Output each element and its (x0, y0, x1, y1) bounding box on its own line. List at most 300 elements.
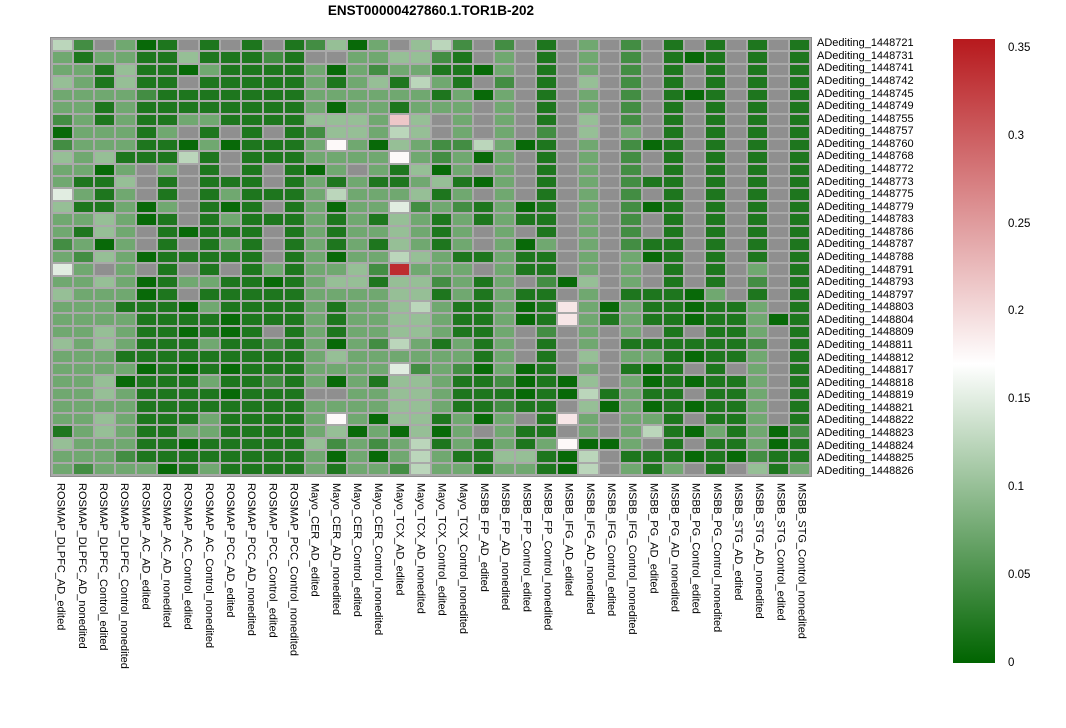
heatmap-cell (748, 314, 767, 324)
heatmap-cell (727, 177, 746, 187)
heatmap-cell (137, 227, 156, 237)
heatmap-cell (495, 90, 514, 100)
heatmap-cell (621, 376, 640, 386)
heatmap-cell (474, 152, 493, 162)
heatmap-cell (306, 302, 325, 312)
heatmap-cell (348, 451, 367, 461)
heatmap-cell (116, 214, 135, 224)
heatmap-cell (74, 252, 93, 262)
heatmap-cell (116, 277, 135, 287)
heatmap-cell (706, 115, 725, 125)
heatmap-cell (453, 289, 472, 299)
heatmap-cell (621, 214, 640, 224)
heatmap-cell (706, 165, 725, 175)
row-label: ADediting_1448825 (817, 452, 914, 465)
heatmap-cell (769, 389, 788, 399)
heatmap-cell (474, 90, 493, 100)
heatmap-cell (53, 439, 72, 449)
row-label: ADediting_1448824 (817, 439, 914, 452)
heatmap-cell (600, 351, 619, 361)
heatmap-cell (621, 77, 640, 87)
heatmap-cell (621, 189, 640, 199)
heatmap-cell (390, 165, 409, 175)
heatmap-cell (285, 376, 304, 386)
heatmap-cell (221, 177, 240, 187)
heatmap-cell (74, 65, 93, 75)
heatmap-cell (158, 90, 177, 100)
heatmap-cell (748, 327, 767, 337)
heatmap-cell (706, 277, 725, 287)
heatmap-cell (390, 289, 409, 299)
heatmap-cell (727, 189, 746, 199)
heatmap-cell (264, 289, 283, 299)
heatmap-cell (558, 214, 577, 224)
column-label: Mayo_TCX_Control_nonedited (456, 483, 469, 635)
heatmap-cell (685, 376, 704, 386)
heatmap-cell (474, 189, 493, 199)
heatmap-cell (158, 464, 177, 474)
heatmap-cell (411, 152, 430, 162)
heatmap-cell (516, 264, 535, 274)
heatmap-cell (769, 227, 788, 237)
heatmap-cell (706, 152, 725, 162)
heatmap-cell (516, 214, 535, 224)
heatmap-cell (727, 302, 746, 312)
row-label: ADediting_1448793 (817, 276, 914, 289)
heatmap-cell (95, 439, 114, 449)
heatmap-cell (537, 52, 556, 62)
heatmap-cell (621, 227, 640, 237)
heatmap-cell (685, 439, 704, 449)
heatmap-cell (537, 127, 556, 137)
heatmap-cell (748, 214, 767, 224)
heatmap-cell (495, 389, 514, 399)
heatmap-cell (285, 277, 304, 287)
heatmap-cell (116, 52, 135, 62)
heatmap-cell (95, 252, 114, 262)
heatmap-cell (411, 65, 430, 75)
heatmap-cell (685, 102, 704, 112)
heatmap-cell (53, 127, 72, 137)
heatmap-cell (369, 389, 388, 399)
heatmap-cell (495, 140, 514, 150)
heatmap-cell (643, 65, 662, 75)
heatmap-cell (537, 339, 556, 349)
heatmap-cell (600, 65, 619, 75)
heatmap-cell (179, 77, 198, 87)
heatmap-cell (158, 264, 177, 274)
heatmap-cell (558, 351, 577, 361)
heatmap-cell (558, 389, 577, 399)
row-label: ADediting_1448817 (817, 364, 914, 377)
heatmap-cell (369, 327, 388, 337)
heatmap-cell (264, 314, 283, 324)
heatmap-cell (600, 165, 619, 175)
heatmap-cell (74, 264, 93, 274)
heatmap-cell (53, 277, 72, 287)
heatmap-cell (390, 102, 409, 112)
heatmap-cell (748, 152, 767, 162)
heatmap-cell (200, 302, 219, 312)
heatmap-cell (474, 426, 493, 436)
heatmap-cell (390, 239, 409, 249)
heatmap-cell (685, 327, 704, 337)
heatmap-cell (579, 376, 598, 386)
heatmap-cell (600, 451, 619, 461)
heatmap-cell (453, 339, 472, 349)
heatmap-cell (790, 165, 809, 175)
heatmap-cell (137, 90, 156, 100)
heatmap-cell (390, 77, 409, 87)
heatmap-cell (264, 339, 283, 349)
heatmap-cell (495, 227, 514, 237)
heatmap-cell (95, 165, 114, 175)
heatmap-cell (285, 52, 304, 62)
heatmap-cell (95, 90, 114, 100)
heatmap-cell (643, 165, 662, 175)
heatmap-cell (348, 327, 367, 337)
heatmap-cell (116, 102, 135, 112)
heatmap-cell (369, 339, 388, 349)
heatmap-cell (495, 102, 514, 112)
row-label: ADediting_1448797 (817, 288, 914, 301)
heatmap-cell (579, 189, 598, 199)
heatmap-cell (600, 389, 619, 399)
heatmap-cell (600, 40, 619, 50)
heatmap-cell (158, 314, 177, 324)
heatmap-cell (264, 426, 283, 436)
heatmap-cell (748, 227, 767, 237)
heatmap-cell (411, 189, 430, 199)
heatmap-cell (432, 115, 451, 125)
heatmap-cell (221, 339, 240, 349)
heatmap-cell (369, 351, 388, 361)
heatmap-cell (95, 115, 114, 125)
heatmap-cell (200, 189, 219, 199)
heatmap-cell (411, 364, 430, 374)
heatmap-cell (264, 302, 283, 312)
heatmap-cell (664, 376, 683, 386)
heatmap-cell (327, 314, 346, 324)
heatmap-cell (242, 302, 261, 312)
heatmap-cell (748, 376, 767, 386)
heatmap-cell (242, 376, 261, 386)
heatmap-cell (432, 351, 451, 361)
heatmap-cell (348, 227, 367, 237)
heatmap-cell (432, 451, 451, 461)
heatmap-cell (95, 65, 114, 75)
heatmap-cell (306, 376, 325, 386)
column-label: MSBB_STG_Control_edited (774, 483, 787, 621)
heatmap-cell (221, 327, 240, 337)
heatmap-cell (200, 439, 219, 449)
heatmap-cell (116, 339, 135, 349)
heatmap-cell (516, 351, 535, 361)
heatmap-cell (53, 364, 72, 374)
heatmap-cell (137, 289, 156, 299)
heatmap-cell (790, 264, 809, 274)
heatmap-cell (685, 52, 704, 62)
heatmap-cell (369, 464, 388, 474)
column-label: ROSMAP_AC_AD_nonedited (160, 483, 173, 628)
heatmap-cell (285, 464, 304, 474)
heatmap-cell (621, 152, 640, 162)
row-label: ADediting_1448818 (817, 376, 914, 389)
heatmap-cell (200, 52, 219, 62)
heatmap-cell (158, 40, 177, 50)
heatmap-cell (769, 252, 788, 262)
heatmap-cell (327, 165, 346, 175)
heatmap-cell (706, 302, 725, 312)
heatmap-cell (53, 152, 72, 162)
heatmap-cell (516, 90, 535, 100)
heatmap-cell (537, 152, 556, 162)
colorbar-tick-label: 0.3 (1008, 129, 1024, 142)
heatmap-cell (600, 202, 619, 212)
heatmap-cell (137, 165, 156, 175)
heatmap-cell (116, 152, 135, 162)
heatmap-cell (95, 202, 114, 212)
heatmap-cell (264, 451, 283, 461)
heatmap-cell (727, 339, 746, 349)
heatmap-cell (579, 464, 598, 474)
heatmap-cell (664, 165, 683, 175)
heatmap-cell (474, 177, 493, 187)
heatmap-cell (264, 40, 283, 50)
heatmap-cell (137, 77, 156, 87)
row-label: ADediting_1448749 (817, 100, 914, 113)
heatmap-cell (495, 339, 514, 349)
heatmap-cell (558, 302, 577, 312)
heatmap-cell (285, 165, 304, 175)
heatmap-cell (685, 339, 704, 349)
heatmap-cell (327, 189, 346, 199)
heatmap-cell (706, 52, 725, 62)
heatmap-cell (664, 277, 683, 287)
heatmap-cell (306, 277, 325, 287)
heatmap-cell (537, 327, 556, 337)
heatmap-cell (474, 202, 493, 212)
heatmap-cell (369, 277, 388, 287)
heatmap-cell (474, 264, 493, 274)
heatmap-cell (242, 214, 261, 224)
heatmap-cell (453, 351, 472, 361)
heatmap-cell (348, 464, 367, 474)
heatmap-cell (242, 464, 261, 474)
heatmap-cell (432, 152, 451, 162)
heatmap-cell (137, 376, 156, 386)
heatmap-cell (53, 165, 72, 175)
heatmap-cell (348, 289, 367, 299)
heatmap-cell (769, 364, 788, 374)
heatmap-cell (727, 102, 746, 112)
heatmap-cell (116, 127, 135, 137)
heatmap-cell (579, 339, 598, 349)
heatmap-cell (643, 289, 662, 299)
row-label: ADediting_1448745 (817, 87, 914, 100)
heatmap-cell (727, 351, 746, 361)
column-label: ROSMAP_PCC_Control_nonedited (287, 483, 300, 657)
heatmap-cell (748, 389, 767, 399)
heatmap-cell (769, 339, 788, 349)
heatmap-cell (474, 451, 493, 461)
row-label: ADediting_1448812 (817, 351, 914, 364)
heatmap-cell (116, 165, 135, 175)
heatmap-cell (706, 451, 725, 461)
heatmap-cell (411, 327, 430, 337)
heatmap-cell (411, 376, 430, 386)
colorbar-tick-label: 0.1 (1008, 481, 1024, 494)
heatmap-cell (179, 127, 198, 137)
heatmap-cell (432, 327, 451, 337)
heatmap-cell (179, 376, 198, 386)
heatmap-cell (643, 239, 662, 249)
heatmap-cell (285, 339, 304, 349)
heatmap-cell (643, 127, 662, 137)
heatmap-cell (706, 140, 725, 150)
heatmap-cell (53, 426, 72, 436)
heatmap-cell (179, 239, 198, 249)
heatmap-cell (179, 140, 198, 150)
heatmap-cell (285, 202, 304, 212)
heatmap-cell (411, 214, 430, 224)
heatmap-cell (95, 389, 114, 399)
heatmap-cell (348, 239, 367, 249)
heatmap-cell (74, 214, 93, 224)
heatmap-cell (579, 40, 598, 50)
heatmap-cell (306, 252, 325, 262)
heatmap-cell (769, 127, 788, 137)
heatmap-cell (348, 339, 367, 349)
column-label: MSBB_FP_Control_edited (520, 483, 533, 613)
heatmap-cell (748, 52, 767, 62)
heatmap-cell (685, 239, 704, 249)
heatmap-cell (474, 214, 493, 224)
heatmap-cell (790, 140, 809, 150)
heatmap-cell (516, 277, 535, 287)
heatmap-cell (790, 152, 809, 162)
chart-title: ENST00000427860.1.TOR1B-202 (327, 3, 535, 18)
heatmap-cell (369, 40, 388, 50)
heatmap-cell (706, 65, 725, 75)
heatmap-cell (179, 439, 198, 449)
heatmap-cell (74, 277, 93, 287)
heatmap-cell (495, 202, 514, 212)
heatmap-cell (285, 451, 304, 461)
heatmap-cell (200, 264, 219, 274)
heatmap-cell (411, 389, 430, 399)
heatmap-cell (474, 464, 493, 474)
heatmap-cell (411, 202, 430, 212)
heatmap-cell (200, 426, 219, 436)
heatmap-cell (432, 376, 451, 386)
heatmap-cell (579, 277, 598, 287)
heatmap-cell (643, 140, 662, 150)
heatmap-cell (74, 140, 93, 150)
heatmap-cell (516, 65, 535, 75)
heatmap-cell (790, 464, 809, 474)
heatmap-cell (558, 77, 577, 87)
heatmap-cell (621, 327, 640, 337)
heatmap-cell (621, 289, 640, 299)
heatmap-cell (179, 202, 198, 212)
heatmap-cell (348, 40, 367, 50)
heatmap-cell (495, 115, 514, 125)
heatmap-cell (221, 202, 240, 212)
heatmap-cell (116, 189, 135, 199)
heatmap-cell (579, 439, 598, 449)
heatmap-cell (200, 464, 219, 474)
heatmap-cell (137, 52, 156, 62)
heatmap-cell (390, 327, 409, 337)
heatmap-cell (74, 314, 93, 324)
heatmap-cell (537, 302, 556, 312)
heatmap-cell (727, 401, 746, 411)
heatmap-cell (369, 364, 388, 374)
heatmap-cell (621, 52, 640, 62)
heatmap-cell (474, 77, 493, 87)
heatmap-cell (74, 90, 93, 100)
heatmap-cell (537, 289, 556, 299)
heatmap-cell (95, 351, 114, 361)
heatmap-cell (600, 314, 619, 324)
heatmap-cell (621, 102, 640, 112)
heatmap-cell (221, 65, 240, 75)
heatmap-cell (579, 202, 598, 212)
heatmap-cell (769, 239, 788, 249)
column-label: Mayo_TCX_AD_nonedited (414, 483, 427, 614)
heatmap-cell (369, 52, 388, 62)
heatmap-cell (264, 90, 283, 100)
column-label: ROSMAP_PCC_AD_edited (223, 483, 236, 618)
heatmap-cell (495, 189, 514, 199)
row-label: ADediting_1448803 (817, 301, 914, 314)
colorbar-tick-label: 0.2 (1008, 305, 1024, 318)
heatmap-cell (264, 202, 283, 212)
heatmap-cell (516, 339, 535, 349)
heatmap-cell (706, 464, 725, 474)
heatmap-cell (685, 177, 704, 187)
heatmap-cell (537, 65, 556, 75)
heatmap-cell (116, 314, 135, 324)
heatmap-cell (411, 239, 430, 249)
heatmap-cell (748, 90, 767, 100)
heatmap-cell (432, 165, 451, 175)
heatmap-cell (137, 314, 156, 324)
heatmap-cell (537, 426, 556, 436)
heatmap-cell (74, 152, 93, 162)
heatmap-cell (137, 364, 156, 374)
heatmap-cell (306, 140, 325, 150)
heatmap-cell (495, 289, 514, 299)
heatmap-cell (369, 252, 388, 262)
heatmap-cell (600, 302, 619, 312)
heatmap-cell (179, 339, 198, 349)
heatmap-cell (516, 451, 535, 461)
heatmap-cell (369, 214, 388, 224)
heatmap-cell (706, 90, 725, 100)
heatmap-cell (200, 127, 219, 137)
heatmap-cell (411, 289, 430, 299)
heatmap-cell (685, 115, 704, 125)
heatmap-cell (200, 40, 219, 50)
heatmap-cell (790, 227, 809, 237)
heatmap-cell (621, 302, 640, 312)
heatmap-cell (264, 65, 283, 75)
heatmap-cell (685, 302, 704, 312)
heatmap-cell (706, 214, 725, 224)
heatmap-cell (158, 202, 177, 212)
